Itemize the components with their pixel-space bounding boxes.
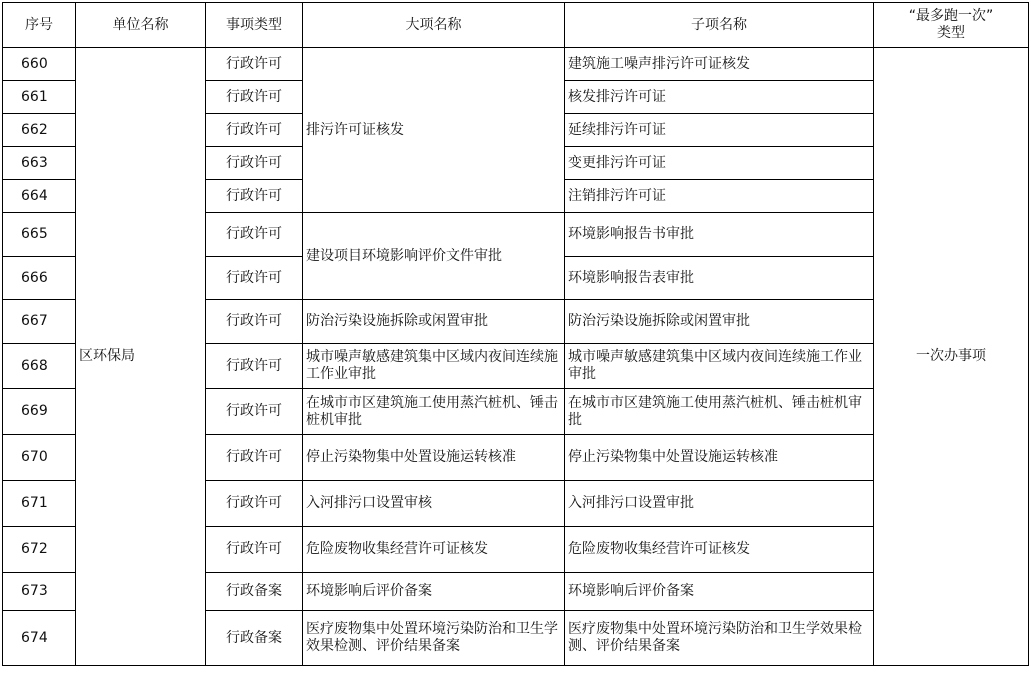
cell-type: 行政许可 bbox=[206, 300, 303, 344]
cell-seq: 674 bbox=[3, 611, 76, 666]
cell-pao-type: 一次办事项 bbox=[874, 48, 1029, 666]
header-pao-line1: “最多跑一次” bbox=[908, 8, 994, 24]
header-pao-line2: 类型 bbox=[937, 25, 965, 41]
cell-major: 防治污染设施拆除或闲置审批 bbox=[303, 300, 565, 344]
cell-type: 行政许可 bbox=[206, 213, 303, 257]
cell-sub: 环境影响报告表审批 bbox=[565, 257, 874, 300]
cell-sub: 在城市市区建筑施工使用蒸汽桩机、锤击桩机审批 bbox=[565, 389, 874, 435]
cell-sub: 医疗废物集中处置环境污染防治和卫生学效果检测、评价结果备案 bbox=[565, 611, 874, 666]
cell-major: 在城市市区建筑施工使用蒸汽桩机、锤击桩机审批 bbox=[303, 389, 565, 435]
header-sub: 子项名称 bbox=[565, 3, 874, 48]
cell-seq: 667 bbox=[3, 300, 76, 344]
cell-type: 行政许可 bbox=[206, 527, 303, 573]
table-row bbox=[3, 48, 1029, 81]
cell-major: 城市噪声敏感建筑集中区域内夜间连续施工作业审批 bbox=[303, 344, 565, 389]
cell-sub: 环境影响后评价备案 bbox=[565, 573, 874, 611]
cell-seq: 661 bbox=[3, 81, 76, 114]
cell-seq: 671 bbox=[3, 481, 76, 527]
cell-type: 行政许可 bbox=[206, 344, 303, 389]
cell-type: 行政备案 bbox=[206, 611, 303, 666]
cell-seq: 664 bbox=[3, 180, 76, 213]
cell-seq: 668 bbox=[3, 344, 76, 389]
cell-type: 行政许可 bbox=[206, 48, 303, 81]
cell-type: 行政许可 bbox=[206, 389, 303, 435]
cell-seq: 669 bbox=[3, 389, 76, 435]
cell-major: 建设项目环境影响评价文件审批 bbox=[303, 213, 565, 300]
header-seq: 序号 bbox=[3, 3, 76, 48]
cell-major: 环境影响后评价备案 bbox=[303, 573, 565, 611]
cell-type: 行政许可 bbox=[206, 257, 303, 300]
cell-sub: 建筑施工噪声排污许可证核发 bbox=[565, 48, 874, 81]
cell-sub: 入河排污口设置审批 bbox=[565, 481, 874, 527]
header-pao bbox=[874, 3, 1029, 48]
header-type: 事项类型 bbox=[206, 3, 303, 48]
cell-type: 行政许可 bbox=[206, 435, 303, 481]
cell-major: 停止污染物集中处置设施运转核准 bbox=[303, 435, 565, 481]
cell-sub: 城市噪声敏感建筑集中区域内夜间连续施工作业审批 bbox=[565, 344, 874, 389]
cell-seq: 665 bbox=[3, 213, 76, 257]
cell-type: 行政许可 bbox=[206, 114, 303, 147]
header-row bbox=[3, 3, 1029, 48]
cell-major: 危险废物收集经营许可证核发 bbox=[303, 527, 565, 573]
cell-sub: 防治污染设施拆除或闲置审批 bbox=[565, 300, 874, 344]
header-unit: 单位名称 bbox=[76, 3, 206, 48]
cell-seq: 672 bbox=[3, 527, 76, 573]
cell-seq: 660 bbox=[3, 48, 76, 81]
cell-type: 行政许可 bbox=[206, 147, 303, 180]
cell-type: 行政许可 bbox=[206, 81, 303, 114]
cell-sub: 危险废物收集经营许可证核发 bbox=[565, 527, 874, 573]
cell-type: 行政许可 bbox=[206, 180, 303, 213]
cell-seq: 662 bbox=[3, 114, 76, 147]
cell-seq: 663 bbox=[3, 147, 76, 180]
cell-major: 入河排污口设置审核 bbox=[303, 481, 565, 527]
cell-major: 医疗废物集中处置环境污染防治和卫生学效果检测、评价结果备案 bbox=[303, 611, 565, 666]
matters-table bbox=[2, 2, 1029, 666]
cell-major: 排污许可证核发 bbox=[303, 48, 565, 213]
cell-unit: 区环保局 bbox=[76, 48, 206, 666]
cell-sub: 延续排污许可证 bbox=[565, 114, 874, 147]
cell-sub: 变更排污许可证 bbox=[565, 147, 874, 180]
cell-sub: 核发排污许可证 bbox=[565, 81, 874, 114]
header-major: 大项名称 bbox=[303, 3, 565, 48]
cell-type: 行政许可 bbox=[206, 481, 303, 527]
cell-seq: 673 bbox=[3, 573, 76, 611]
cell-sub: 停止污染物集中处置设施运转核准 bbox=[565, 435, 874, 481]
cell-seq: 666 bbox=[3, 257, 76, 300]
cell-seq: 670 bbox=[3, 435, 76, 481]
cell-sub: 环境影响报告书审批 bbox=[565, 213, 874, 257]
cell-sub: 注销排污许可证 bbox=[565, 180, 874, 213]
cell-type: 行政备案 bbox=[206, 573, 303, 611]
